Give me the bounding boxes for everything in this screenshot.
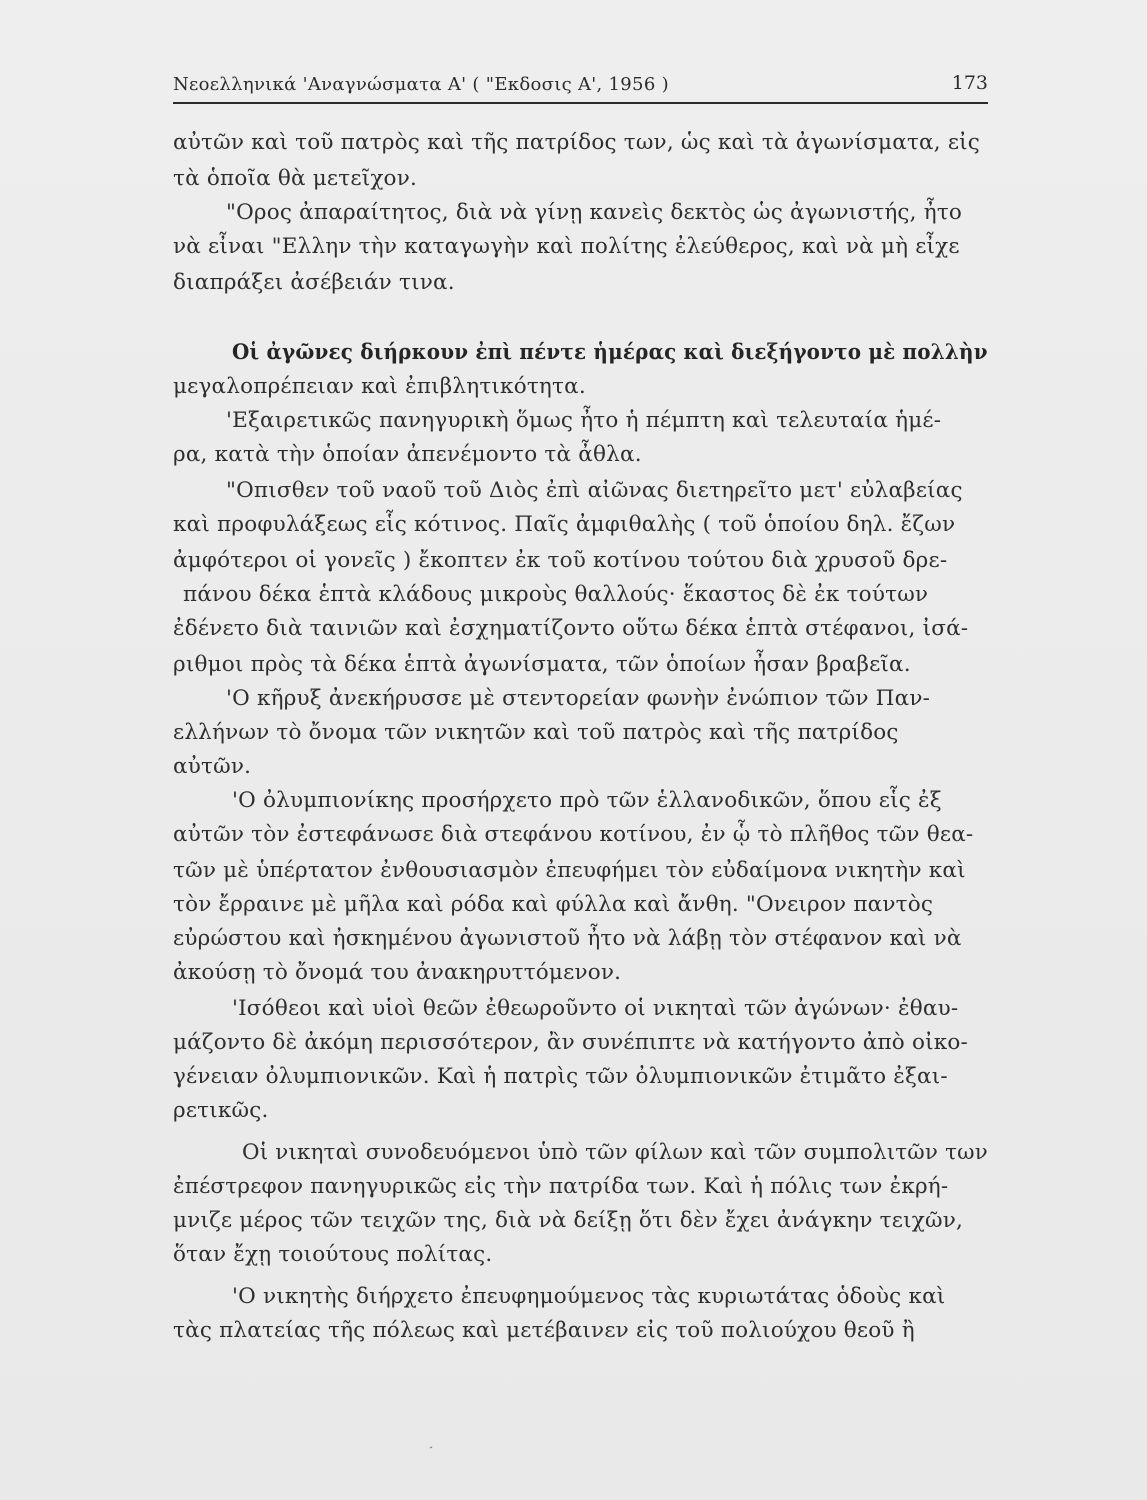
text-line: μεγαλοπρέπειαν καὶ ἐπιβλητικότητα. bbox=[173, 374, 586, 399]
text-line: ριθμοι πρὸς τὰ δέκα ἑπτὰ ἀγωνίσματα, τῶν ὁποίων ἦσαν βραβεῖα. bbox=[173, 652, 911, 677]
text-line: αὐτῶν. bbox=[173, 754, 252, 779]
text-line: ὅταν ἔχῃ τοιούτους πολίτας. bbox=[173, 1242, 493, 1267]
text-line: 'Ο νικητὴς διήρχετο ἐπευφημούμενος τὰς κυριωτάτας ὁδοὺς καὶ bbox=[232, 1284, 946, 1309]
text-line: νὰ εἶναι "Ελλην τὴν καταγωγὴν καὶ πολίτης ἐλεύθερος, καὶ νὰ μὴ εἶχε bbox=[173, 234, 960, 259]
text-line: ρα, κατὰ τὴν ὁποίαν ἀπενέμοντο τὰ ἆθλα. bbox=[173, 442, 642, 467]
text-line: αὐτῶν καὶ τοῦ πατρὸς καὶ τῆς πατρίδος των, ὡς καὶ τὰ ἀγωνίσματα, εἰς bbox=[173, 130, 981, 155]
text-line: ἐδένετο διὰ ταινιῶν καὶ ἐσχηματίζοντο οὕτω δέκα ἑπτὰ στέφανοι, ἰσά- bbox=[173, 616, 969, 641]
text-line: μνιζε μέρος τῶν τειχῶν της, διὰ νὰ δείξῃ ὅτι δὲν ἔχει ἀνάγκην τειχῶν, bbox=[173, 1208, 963, 1233]
text-line: Οἱ νικηταὶ συνοδευόμενοι ὑπὸ τῶν φίλων καὶ τῶν συμπολιτῶν των bbox=[242, 1140, 988, 1165]
text-line: 'Ο κῆρυξ ἀνεκήρυσσε μὲ στεντορείαν φωνὴν ἐνώπιον τῶν Παν- bbox=[226, 686, 931, 711]
text-line: εὐρώστου καὶ ἠσκημένου ἀγωνιστοῦ ἦτο νὰ λάβῃ τὸν στέφανον καὶ νὰ bbox=[173, 926, 962, 951]
text-line: ἐπέστρεφον πανηγυρικῶς εἰς τὴν πατρίδα των. Καὶ ἡ πόλις των ἐκρή- bbox=[173, 1174, 949, 1199]
text-line: "Οπισθεν τοῦ ναοῦ τοῦ Διὸς ἐπὶ αἰῶνας διετηρεῖτο μετ' εὐλαβείας bbox=[226, 478, 963, 503]
text-line: 'Εξαιρετικῶς πανηγυρικὴ ὅμως ἦτο ἡ πέμπτη καὶ τελευταία ἡμέ- bbox=[226, 408, 942, 433]
text-line: Οἱ ἀγῶνες διήρκουν ἐπὶ πέντε ἡμέρας καὶ διεξήγοντο μὲ πολλὴν bbox=[232, 340, 988, 365]
text-line: καὶ προφυλάξεως εἷς κότινος. Παῖς ἀμφιθαλὴς ( τοῦ ὁποίου δηλ. ἔζων bbox=[173, 512, 956, 537]
page-number: 173 bbox=[951, 72, 988, 94]
text-line: τὸν ἔρραινε μὲ μῆλα καὶ ρόδα καὶ φύλλα καὶ ἄνθη. "Ονειρον παντὸς bbox=[173, 892, 934, 917]
text-line: 'Ο ὀλυμπιονίκης προσήρχετο πρὸ τῶν ἑλλανοδικῶν, ὅπου εἷς ἐξ bbox=[232, 788, 942, 813]
text-line: ελλήνων τὸ ὄνομα τῶν νικητῶν καὶ τοῦ πατρὸς καὶ τῆς πατρίδος bbox=[173, 720, 899, 745]
text-line: γένειαν ὀλυμπιονικῶν. Καὶ ἡ πατρὶς τῶν ὀλυμπιονικῶν ἐτιμᾶτο ἐξαι- bbox=[173, 1064, 948, 1089]
running-title: Νεοελληνικά 'Αναγνώσματα Α' ( "Εκδοσις Α', 1956 ) bbox=[173, 74, 669, 95]
text-line: ἀμφότεροι οἱ γονεῖς ) ἔκοπτεν ἐκ τοῦ κοτίνου τούτου διὰ χρυσοῦ δρε- bbox=[173, 548, 948, 573]
text-line: "Ορος ἀπαραίτητος, διὰ νὰ γίνῃ κανεὶς δεκτὸς ὡς ἀγωνιστής, ἦτο bbox=[226, 200, 963, 225]
text-line: μάζοντο δὲ ἀκόμη περισσότερον, ἂν συνέπιπτε νὰ κατήγοντο ἀπὸ οἰκο- bbox=[173, 1030, 968, 1055]
text-line: τὰ ὁποῖα θὰ μετεῖχον. bbox=[173, 166, 417, 191]
text-line: τὰς πλατείας τῆς πόλεως καὶ μετέβαινεν εἰς τοῦ πολιούχου θεοῦ ἢ bbox=[173, 1318, 915, 1343]
text-line: διαπράξει ἀσέβειάν τινα. bbox=[173, 270, 455, 295]
scan-speck: ˗ bbox=[425, 1439, 436, 1455]
text-line: τῶν μὲ ὑπέρτατον ἐνθουσιασμὸν ἐπευφήμει τὸν εὐδαίμονα νικητὴν καὶ bbox=[173, 858, 966, 883]
text-line: πάνου δέκα ἑπτὰ κλάδους μικροὺς θαλλούς· ἕκαστος δὲ ἐκ τούτων bbox=[183, 582, 929, 607]
text-line: αὐτῶν τὸν ἐστεφάνωσε διὰ στεφάνου κοτίνου, ἐν ᾧ τὸ πλῆθος τῶν θεα- bbox=[173, 822, 974, 847]
text-line: ἀκούσῃ τὸ ὄνομά του ἀνακηρυττόμενον. bbox=[173, 960, 622, 985]
text-line: 'Ισόθεοι καὶ υἱοὶ θεῶν ἐθεωροῦντο οἱ νικηταὶ τῶν ἀγώνων· ἐθαυ- bbox=[232, 996, 959, 1021]
text-line: ρετικῶς. bbox=[173, 1098, 269, 1123]
